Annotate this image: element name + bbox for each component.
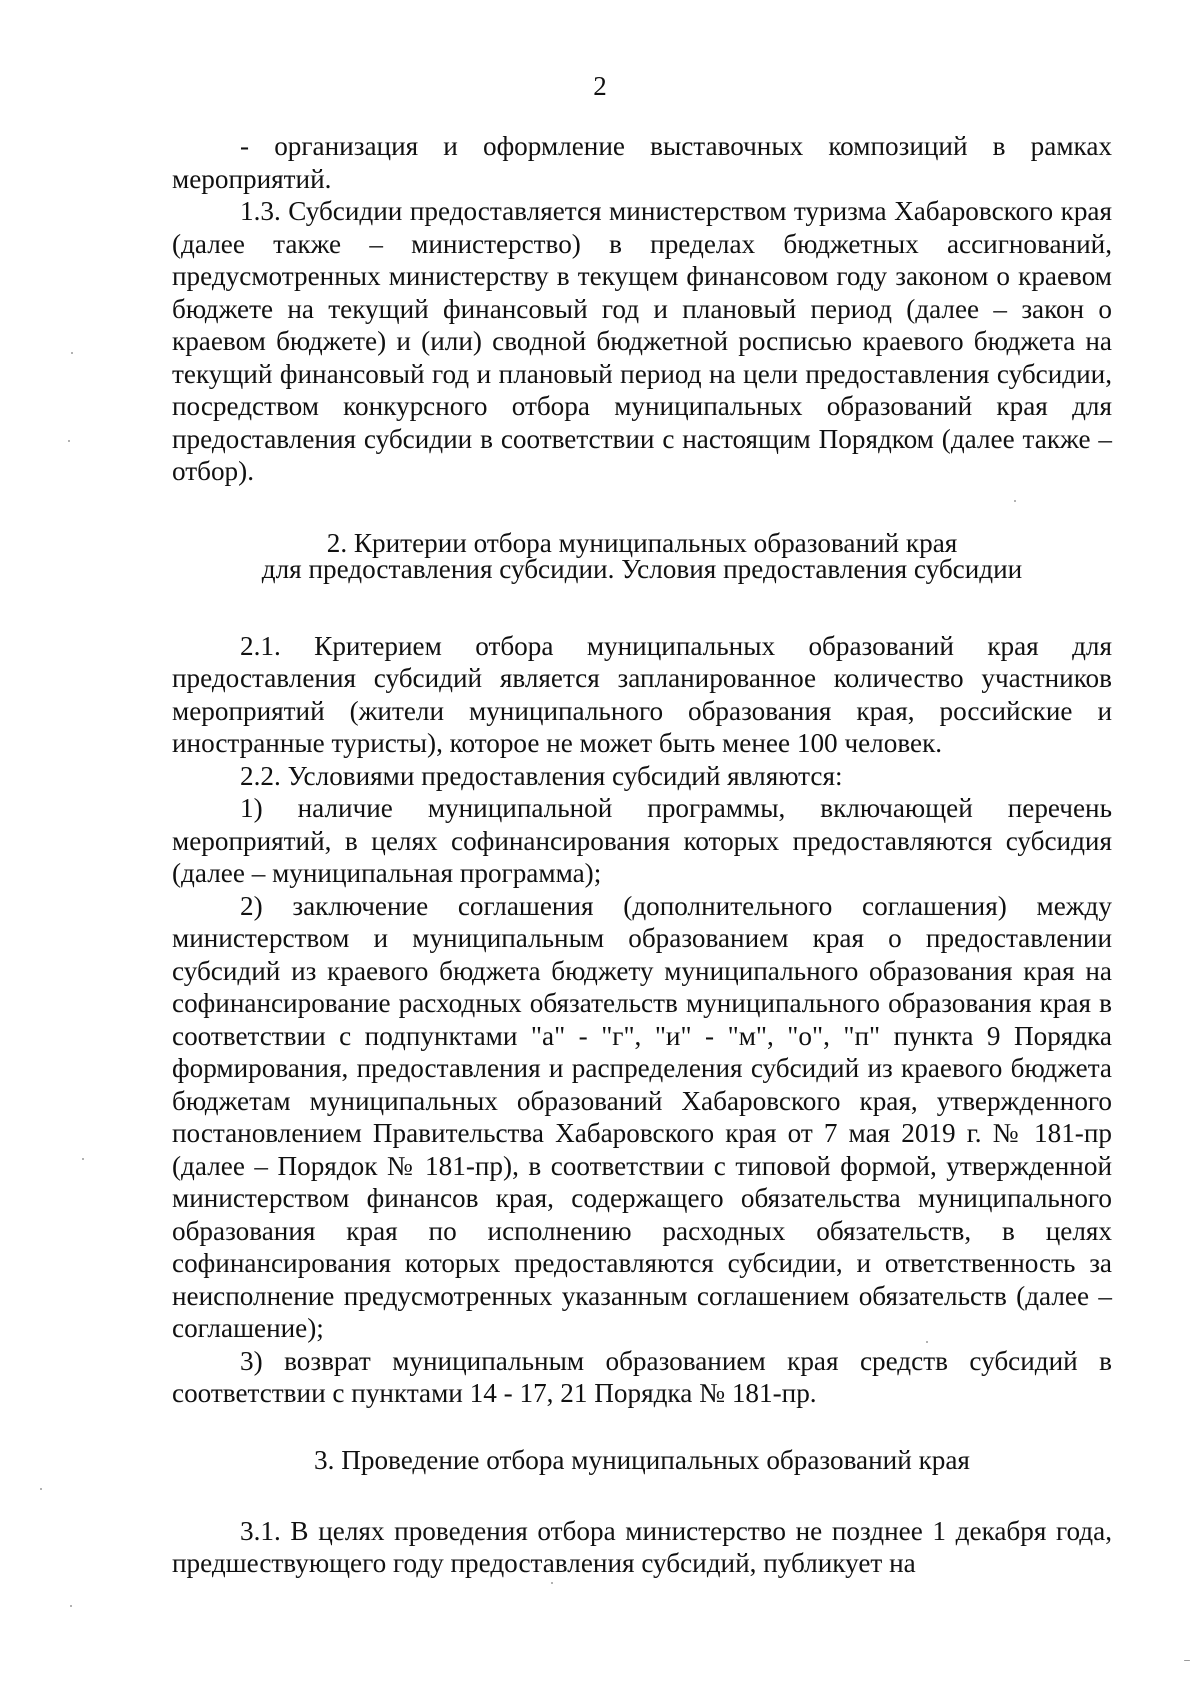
scan-speck xyxy=(71,352,73,354)
paragraph-3-1: 3.1. В целях проведения отбора министерство не позднее 1 декабря года, предшествующего году предоставления субсидий, публикует на xyxy=(172,1515,1112,1578)
paragraph-2-2: 2.2. Условиями предоставления субсидий являются: xyxy=(240,760,843,791)
section-3-heading: 3. Проведение отбора муниципальных образований края xyxy=(314,1444,970,1475)
document-body xyxy=(172,130,1112,1580)
scan-speck xyxy=(551,1582,553,1584)
scan-speck xyxy=(1014,500,1016,502)
scan-speck xyxy=(1184,1660,1190,1661)
scan-speck xyxy=(40,1488,42,1490)
scan-speck xyxy=(82,1158,84,1160)
section-2-heading-line-1: 2. Критерии отбора муниципальных образований края xyxy=(326,527,958,558)
section-2-heading xyxy=(172,527,1112,584)
paragraph-1-3: 1.3. Субсидии предоставляется министерством туризма Хабаровского края (далее также – министерство) в пределах бюджетных ассигнований, предусмотренных министерству в текущем финансовом году законом о краевом бюджете на текущий финансовый год и плановый период (далее – закон о краевом бюджете) и (или) сводной бюджетной росписью краевого бюджета на текущий финансовый год и плановый период на цели предоставления субсидии, посредством конкурсного отбора муниципальных образований края для предоставления субсидии в соответствии с настоящим Порядком (далее также – отбор). xyxy=(172,196,1112,486)
list-item-3: 3) возврат муниципальным образованием края средств субсидий в соответствии с пунктами 14 - 17, 21 Порядка № 181-пр. xyxy=(172,1345,1112,1408)
page-number: 2 xyxy=(593,71,607,101)
section-2-heading-line-2: для предоставления субсидии. Условия предоставления субсидии xyxy=(261,553,1023,584)
list-item-1: 1) наличие муниципальной программы, включающей перечень мероприятий, в целях софинансирования которых предоставляются субсидия (далее – муниципальная программа); xyxy=(172,793,1112,888)
paragraph-exhibition: - организация и оформление выставочных композиций в рамках мероприятий. xyxy=(172,131,1112,194)
paragraph-2-1: 2.1. Критерием отбора муниципальных образований края для предоставления субсидий является запланированное количество участников мероприятий (жители муниципального образования края, российские и иностранные туристы), которое не может быть менее 100 человек. xyxy=(172,630,1112,758)
list-item-2: 2) заключение соглашения (дополнительного соглашения) между министерством и муниципальным образованием края о предоставлении субсидий из краевого бюджета бюджету муниципального образования края на софинансирование расходных обязательств муниципального образования края в соответствии с подпунктами "а" - "г", "и" - "м", "о", "п" пункта 9 Порядка формирования, предоставления и распределения субсидий из краевого бюджета бюджетам муниципальных образований Хабаровского края, утвержденного постановлением Правительства Хабаровского края от 7 мая 2019 г. № 181-пр (далее – Порядок № 181-пр), в соответствии с типовой формой, утвержденной министерством финансов края, содержащего обязательства муниципального образования края по исполнению расходных обязательств, в целях софинансирования которых предоставляются субсидии, и ответственность за неисполнение предусмотренных указанным соглашением обязательств (далее – соглашение); xyxy=(172,890,1112,1343)
scan-speck xyxy=(70,1605,72,1607)
scan-speck xyxy=(926,1341,928,1343)
scan-speck xyxy=(68,440,70,442)
